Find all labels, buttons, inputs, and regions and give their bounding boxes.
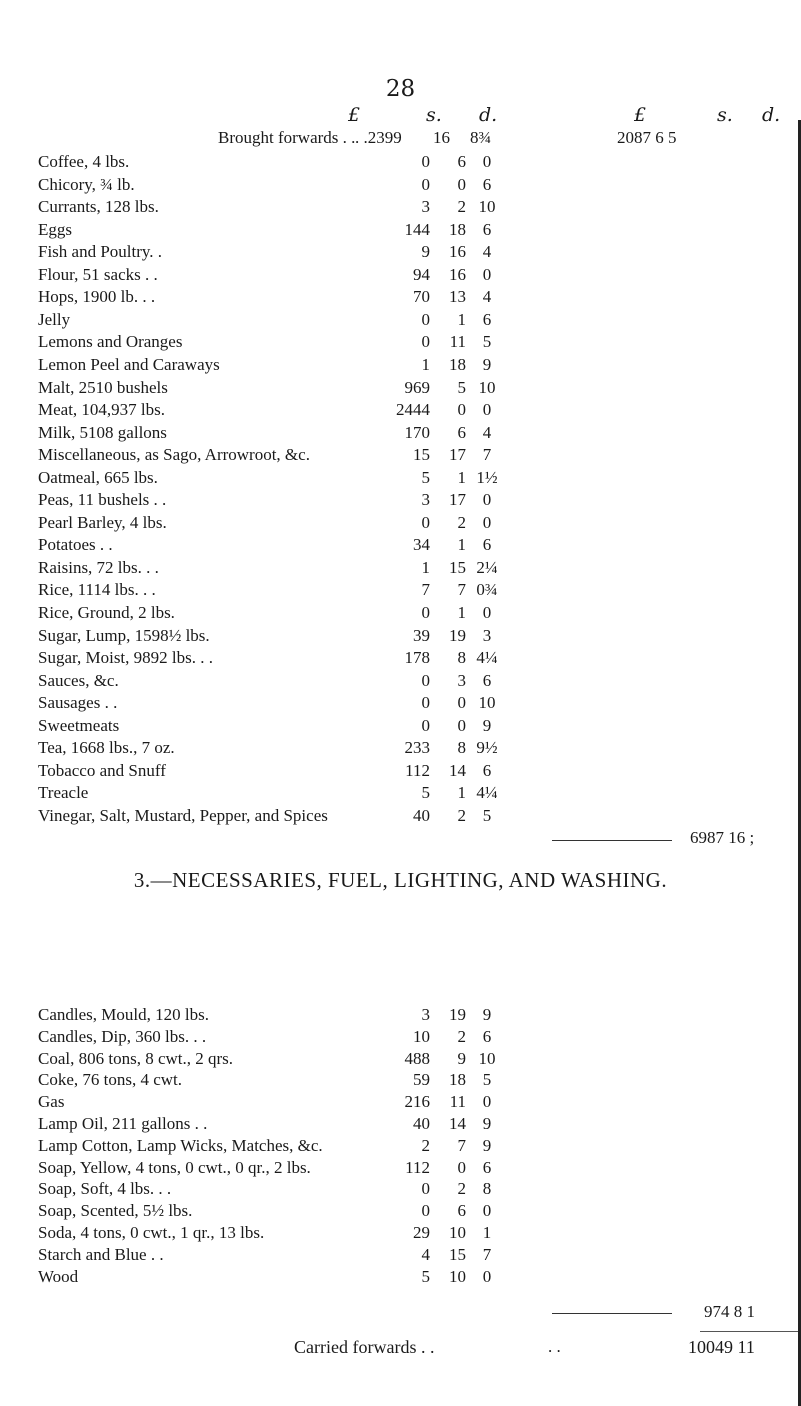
item-pence: 4	[482, 242, 492, 262]
item-label: Gas	[38, 1092, 65, 1112]
bottom-rule	[700, 1331, 798, 1332]
item-pounds: 0	[421, 1201, 430, 1221]
item-pounds: 29	[413, 1223, 430, 1242]
item-pounds: 94	[413, 264, 430, 284]
item-pence: 0	[482, 400, 492, 420]
ledger-row	[0, 738, 801, 762]
ledger-row	[0, 468, 801, 492]
item-pence: 0	[482, 1266, 492, 1286]
ledger-row	[0, 761, 801, 785]
item-label: Soda, 4 tons, 0 cwt., 1 qr., 13 lbs.	[38, 1223, 265, 1242]
item-pence: 4¼	[476, 783, 498, 803]
item-shillings: 17	[449, 445, 466, 465]
item-pence: 6	[482, 535, 492, 555]
brought-forward-pence: 8¾	[470, 128, 492, 147]
item-pounds: 216	[404, 1092, 430, 1112]
ledger-row	[0, 1027, 801, 1051]
item-pounds: 9	[421, 242, 430, 262]
item-label: Meat, 104,937 lbs.	[38, 400, 166, 420]
item-pence: 10	[478, 693, 496, 713]
item-pounds: 2444	[396, 400, 430, 420]
ledger-row	[0, 648, 801, 672]
item-pence: 2¼	[476, 557, 498, 577]
item-label: Soap, Scented, 5½ lbs.	[38, 1201, 193, 1221]
item-pounds: 178	[404, 648, 430, 668]
item-pence: 0	[482, 1201, 492, 1221]
ledger-row	[0, 152, 801, 176]
item-pounds: 5	[421, 1266, 430, 1286]
ledger-row	[0, 535, 801, 559]
item-pounds: 233	[404, 738, 430, 758]
item-label: Rice, Ground, 2 lbs.	[38, 603, 175, 622]
item-label: Currants, 128 lbs.	[38, 197, 159, 217]
item-shillings: 14	[449, 1114, 466, 1133]
ledger-row	[0, 332, 801, 356]
item-label: Coke, 76 tons, 4 cwt.	[38, 1070, 183, 1090]
item-pence: 0	[482, 1092, 492, 1112]
item-pounds: 1	[421, 557, 430, 577]
item-pence: 6	[482, 219, 492, 239]
item-pounds: 0	[421, 512, 430, 532]
ledger-row	[0, 783, 801, 807]
item-shillings: 1	[457, 309, 466, 329]
item-pence: 6	[482, 760, 492, 780]
item-label: Eggs	[38, 219, 72, 239]
item-shillings: 1	[457, 603, 466, 622]
item-pounds: 0	[421, 152, 430, 171]
item-pounds: 112	[405, 1157, 430, 1177]
ledger-row	[0, 716, 801, 740]
item-pounds: 40	[413, 1114, 430, 1133]
item-pence: 6	[482, 174, 492, 194]
ledger-row	[0, 806, 801, 830]
item-label: Milk, 5108 gallons	[38, 422, 167, 442]
item-label: Candles, Dip, 360 lbs. . .	[38, 1026, 207, 1046]
item-shillings: 18	[449, 219, 466, 239]
item-pounds: 488	[404, 1048, 430, 1068]
item-pence: 0	[482, 490, 492, 510]
ledger-row	[0, 1092, 801, 1116]
item-label: Sausages . .	[38, 693, 118, 713]
ledger-row	[0, 378, 801, 402]
item-shillings: 15	[449, 1244, 466, 1264]
item-shillings: 0	[457, 400, 466, 420]
item-label: Treacle	[38, 783, 89, 803]
item-pence: 9	[482, 1135, 492, 1155]
ledger-row	[0, 423, 801, 447]
item-shillings: 9	[457, 1048, 466, 1068]
brought-forward-pounds: . .2399	[355, 128, 402, 147]
item-shillings: 14	[449, 760, 466, 780]
item-label: Tobacco and Snuff	[38, 760, 166, 780]
item-pounds: 3	[421, 1005, 430, 1024]
item-pence: 6	[482, 670, 492, 690]
item-label: Oatmeal, 665 lbs.	[38, 467, 158, 487]
item-pence: 5	[482, 332, 492, 352]
item-shillings: 1	[457, 783, 466, 803]
item-shillings: 6	[457, 1201, 466, 1221]
item-pence: 6	[482, 1026, 492, 1046]
item-label: Tea, 1668 lbs., 7 oz.	[38, 738, 175, 758]
item-shillings: 19	[449, 1005, 466, 1024]
carried-forward-total: 10049 11	[688, 1337, 755, 1357]
item-shillings: 15	[449, 557, 466, 577]
shilling-col-2: s.	[717, 104, 733, 126]
item-label: Soap, Yellow, 4 tons, 0 cwt., 0 qr., 2 lbs.	[38, 1157, 311, 1177]
item-pounds: 0	[421, 309, 430, 329]
item-pounds: 5	[421, 783, 430, 803]
item-shillings: 0	[457, 715, 466, 735]
item-pence: 0	[482, 264, 492, 284]
item-pounds: 0	[421, 1179, 430, 1199]
ledger-row	[0, 1114, 801, 1138]
item-pounds: 7	[421, 580, 430, 600]
item-shillings: 7	[457, 1135, 466, 1155]
item-shillings: 6	[457, 152, 466, 171]
ledger-row	[0, 1070, 801, 1094]
item-pence: 9	[482, 715, 492, 735]
item-pounds: 0	[421, 603, 430, 622]
ledger-row	[0, 220, 801, 244]
ledger-row	[0, 513, 801, 537]
brought-forward-running: 2087 6 5	[617, 128, 677, 147]
item-label: Lamp Cotton, Lamp Wicks, Matches, &c.	[38, 1135, 323, 1155]
item-pence: 7	[482, 445, 492, 465]
item-pence: 9	[482, 354, 492, 374]
item-shillings: 1	[457, 467, 466, 487]
item-label: Coffee, 4 lbs.	[38, 152, 130, 171]
item-shillings: 2	[457, 512, 466, 532]
currency-header	[0, 104, 801, 128]
ledger-row	[0, 603, 801, 627]
item-shillings: 0	[457, 174, 466, 194]
item-pounds: 144	[404, 219, 430, 239]
ledger-row	[0, 197, 801, 221]
item-pounds: 112	[405, 760, 430, 780]
ledger-row	[0, 310, 801, 334]
ledger-row	[0, 1005, 801, 1029]
brought-forward-label: Brought forwards . .	[218, 128, 356, 147]
item-label: Potatoes . .	[38, 535, 113, 555]
ledger-row	[0, 693, 801, 717]
item-pounds: 969	[404, 377, 430, 397]
item-pounds: 3	[421, 197, 430, 217]
item-pounds: 1	[421, 354, 430, 374]
item-pence: 6	[482, 309, 492, 329]
item-pence: 9	[482, 1005, 492, 1024]
ledger-row	[0, 626, 801, 650]
item-shillings: 10	[449, 1266, 466, 1286]
item-pence: 8	[482, 1179, 492, 1199]
ledger-row	[0, 445, 801, 469]
item-pounds: 40	[413, 805, 430, 825]
item-pounds: 2	[421, 1135, 430, 1155]
item-label: Sweetmeats	[38, 715, 120, 735]
ledger-row	[0, 1049, 801, 1073]
item-label: Jelly	[38, 309, 71, 329]
ledger-row	[0, 1158, 801, 1182]
item-shillings: 18	[449, 354, 466, 374]
item-shillings: 3	[457, 670, 466, 690]
brought-forward-row	[0, 128, 801, 152]
item-shillings: 5	[457, 377, 466, 397]
item-label: Wood	[38, 1266, 79, 1286]
item-shillings: 1	[457, 535, 466, 555]
item-pounds: 0	[421, 715, 430, 735]
item-label: Lemons and Oranges	[38, 332, 183, 352]
page-number: 28	[385, 76, 416, 102]
item-shillings: 0	[457, 1157, 466, 1177]
item-label: Lemon Peel and Caraways	[38, 354, 220, 374]
item-label: Starch and Blue . .	[38, 1244, 164, 1264]
ledger-row	[0, 175, 801, 199]
item-pence: 1½	[476, 467, 498, 487]
item-pounds: 0	[421, 670, 430, 690]
item-pence: 0	[482, 603, 492, 622]
carried-forward-row	[0, 1337, 801, 1361]
item-shillings: 16	[449, 264, 466, 284]
item-pence: 4	[482, 287, 492, 307]
item-shillings: 10	[449, 1223, 466, 1242]
ledger-row	[0, 242, 801, 266]
item-pounds: 3	[421, 490, 430, 510]
item-pence: 6	[482, 1157, 492, 1177]
item-shillings: 0	[457, 693, 466, 713]
item-pounds: 59	[413, 1070, 430, 1090]
ledger-row	[0, 1223, 801, 1247]
item-pence: 1	[482, 1223, 492, 1242]
brought-forward-shillings: 16	[433, 128, 450, 147]
ledger-row	[0, 1201, 801, 1225]
item-label: Lamp Oil, 211 gallons . .	[38, 1114, 208, 1133]
ledger-row	[0, 355, 801, 379]
item-pence: 0	[482, 512, 492, 532]
item-label: Chicory, ¾ lb.	[38, 174, 135, 194]
item-pounds: 34	[413, 535, 430, 555]
item-pence: 0¾	[476, 580, 498, 600]
item-shillings: 17	[449, 490, 466, 510]
item-label: Sugar, Moist, 9892 lbs. . .	[38, 648, 213, 668]
item-label: Hops, 1900 lb. . .	[38, 287, 156, 307]
item-pence: 4¼	[476, 648, 498, 668]
necessaries-total: 974 8 1	[704, 1302, 755, 1321]
ledger-row	[0, 558, 801, 582]
item-pounds: 170	[404, 422, 430, 442]
item-pounds: 5	[421, 467, 430, 487]
item-label: Sauces, &c.	[38, 670, 119, 690]
item-pounds: 70	[413, 287, 430, 307]
item-pence: 4	[482, 422, 492, 442]
item-pence: 7	[482, 1244, 492, 1264]
item-shillings: 2	[457, 805, 466, 825]
item-pence: 10	[478, 377, 496, 397]
item-pence: 10	[478, 1048, 496, 1068]
item-shillings: 18	[449, 1070, 466, 1090]
item-label: Raisins, 72 lbs. . .	[38, 557, 159, 577]
item-label: Vinegar, Salt, Mustard, Pepper, and Spices	[38, 805, 328, 825]
pound-col-1: £	[348, 104, 361, 126]
ledger-row	[0, 1179, 801, 1203]
ledger-row	[0, 490, 801, 514]
ledger-row	[0, 1136, 801, 1160]
item-pence: 9	[482, 1114, 492, 1133]
ledger-row	[0, 400, 801, 424]
provisions-total: 6987 16 ;	[690, 828, 755, 847]
section-title: 3.—NECESSARIES, FUEL, LIGHTING, AND WASHING.	[133, 868, 668, 892]
item-label: Flour, 51 sacks . .	[38, 264, 158, 284]
shilling-col-1: s.	[426, 104, 442, 126]
pence-col-1: d.	[479, 104, 498, 126]
item-shillings: 8	[457, 648, 466, 668]
item-shillings: 7	[457, 580, 466, 600]
ledger-row	[0, 580, 801, 604]
item-pence: 3	[482, 625, 492, 645]
item-shillings: 16	[449, 242, 466, 262]
item-pence: 5	[482, 805, 492, 825]
item-pounds: 4	[421, 1244, 430, 1264]
item-shillings: 19	[449, 625, 466, 645]
item-shillings: 2	[457, 1026, 466, 1046]
item-label: Sugar, Lump, 1598½ lbs.	[38, 625, 210, 645]
item-shillings: 11	[449, 332, 466, 352]
item-pence: 5	[482, 1070, 492, 1090]
item-shillings: 6	[457, 422, 466, 442]
item-pence: 0	[482, 152, 492, 171]
ledger-row	[0, 265, 801, 289]
item-label: Rice, 1114 lbs. . .	[38, 580, 156, 600]
item-pounds: 39	[413, 625, 430, 645]
item-pounds: 15	[413, 445, 430, 465]
ledger-row	[0, 1267, 801, 1291]
ledger-row	[0, 287, 801, 311]
item-label: Candles, Mould, 120 lbs.	[38, 1005, 209, 1024]
item-label: Fish and Poultry. .	[38, 242, 163, 262]
ledger-row	[0, 671, 801, 695]
item-shillings: 2	[457, 1179, 466, 1199]
carried-forward-label: Carried forwards . .	[294, 1337, 435, 1357]
item-pounds: 0	[421, 174, 430, 194]
item-pence: 9½	[476, 738, 498, 758]
item-pence: 10	[478, 197, 496, 217]
item-label: Peas, 11 bushels . .	[38, 490, 167, 510]
pence-col-2: d.	[762, 104, 781, 126]
item-label: Miscellaneous, as Sago, Arrowroot, &c.	[38, 445, 310, 465]
item-shillings: 11	[449, 1092, 466, 1112]
item-pounds: 10	[413, 1026, 430, 1046]
item-pounds: 0	[421, 332, 430, 352]
item-shillings: 2	[457, 197, 466, 217]
item-label: Malt, 2510 bushels	[38, 377, 168, 397]
item-shillings: 13	[449, 287, 466, 307]
item-label: Pearl Barley, 4 lbs.	[38, 512, 167, 532]
item-label: Coal, 806 tons, 8 cwt., 2 qrs.	[38, 1048, 234, 1068]
pound-col-2: £	[634, 104, 647, 126]
ledger-row	[0, 1245, 801, 1269]
item-pounds: 0	[421, 693, 430, 713]
item-shillings: 8	[457, 738, 466, 758]
carried-forward-dots: . .	[548, 1337, 561, 1356]
item-label: Soap, Soft, 4 lbs. . .	[38, 1179, 172, 1199]
